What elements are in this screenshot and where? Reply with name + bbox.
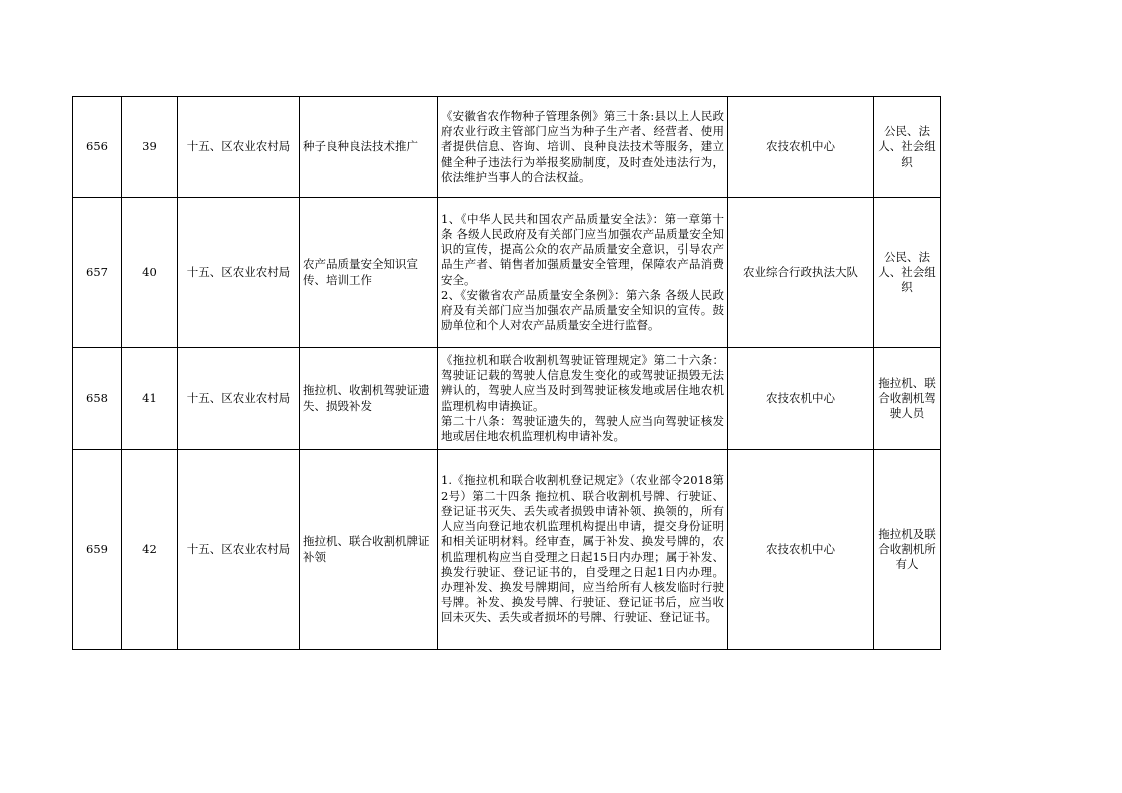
sub-seq-cell: 42 xyxy=(122,450,178,650)
responsible-unit-cell: 农业综合行政执法大队 xyxy=(728,198,874,348)
service-target-cell: 公民、法人、社会组织 xyxy=(874,198,941,348)
table-row xyxy=(73,450,941,650)
legal-basis-cell xyxy=(438,348,728,450)
legal-basis-cell xyxy=(438,198,728,348)
legal-basis-paragraph: 1、《中华人民共和国农产品质量安全法》：第一章第十条 各级人民政府及有关部门应当加强农产品质量安全知识的宣传，提高公众的农产品质量安全意识，引导农产品生产者、销售者加强质量安全管理，保障农产品消费安全。 xyxy=(441,211,724,287)
service-target-cell: 拖拉机及联合收割机所有人 xyxy=(874,450,941,650)
department-cell: 十五、区农业农村局 xyxy=(178,348,300,450)
table-row xyxy=(73,198,941,348)
seq-cell: 659 xyxy=(73,450,122,650)
sub-seq-cell: 41 xyxy=(122,348,178,450)
legal-basis-paragraph: 第二十八条：驾驶证遗失的，驾驶人应当向驾驶证核发地或居住地农机监理机构申请补发。 xyxy=(441,413,724,443)
legal-basis-paragraph: 《拖拉机和联合收割机驾驶证管理规定》第二十六条：驾驶证记载的驾驶人信息发生变化的或驾驶证损毁无法辨认的，驾驶人应当及时到驾驶证核发地或居住地农机监理机构申请换证。 xyxy=(441,352,724,413)
seq-cell: 657 xyxy=(73,198,122,348)
item-name-cell: 农产品质量安全知识宣传、培训工作 xyxy=(300,198,438,348)
legal-basis-cell xyxy=(438,450,728,650)
sub-seq-cell: 39 xyxy=(122,97,178,198)
legal-basis-cell xyxy=(438,97,728,198)
seq-cell: 658 xyxy=(73,348,122,450)
table-row xyxy=(73,97,941,198)
responsible-unit-cell: 农技农机中心 xyxy=(728,97,874,198)
responsible-unit-cell: 农技农机中心 xyxy=(728,348,874,450)
table-row xyxy=(73,348,941,450)
sub-seq-cell: 40 xyxy=(122,198,178,348)
legal-basis-paragraph: 1.《拖拉机和联合收割机登记规定》（农业部令2018第2号）第二十四条 拖拉机、联合收割机号牌、行驶证、登记证书灭失、丢失或者损毁申请补领、换领的，所有人应当向登记地农机监理机构提出申请，提交身份证明和相关证明材料。经审查，属于补发、换发号牌的，农机监理机构应当自受理之日起15日内办理；属于补发、换发行驶证、登记证书的，自受理之日起1日内办理。办理补发、换发号牌期间，应当给所有人核发临时行驶号牌。补发、换发号牌、行驶证、登记证书后，应当收回未灭失、丢失或者损坏的号牌、行驶证、登记证书。 xyxy=(441,473,724,625)
legal-basis-paragraph: 2、《安徽省农产品质量安全条例》：第六条 各级人民政府及有关部门应当加强农产品质量安全知识的宣传。鼓励单位和个人对农产品质量安全进行监督。 xyxy=(441,287,724,333)
department-cell: 十五、区农业农村局 xyxy=(178,198,300,348)
service-target-cell: 公民、法人、社会组织 xyxy=(874,97,941,198)
department-cell: 十五、区农业农村局 xyxy=(178,97,300,198)
service-target-cell: 拖拉机、联合收割机驾驶人员 xyxy=(874,348,941,450)
department-cell: 十五、区农业农村局 xyxy=(178,450,300,650)
item-name-cell: 种子良种良法技术推广 xyxy=(300,97,438,198)
item-name-cell: 拖拉机、联合收割机牌证补领 xyxy=(300,450,438,650)
responsible-unit-cell: 农技农机中心 xyxy=(728,450,874,650)
service-items-table xyxy=(72,96,941,650)
seq-cell: 656 xyxy=(73,97,122,198)
item-name-cell: 拖拉机、收割机驾驶证遗失、损毁补发 xyxy=(300,348,438,450)
legal-basis-paragraph: 《安徽省农作物种子管理条例》第三十条:县以上人民政府农业行政主管部门应当为种子生产者、经营者、使用者提供信息、咨询、培训、良种良法技术等服务，建立健全种子违法行为举报奖励制度，及时查处违法行为，依法维护当事人的合法权益。 xyxy=(441,108,724,184)
